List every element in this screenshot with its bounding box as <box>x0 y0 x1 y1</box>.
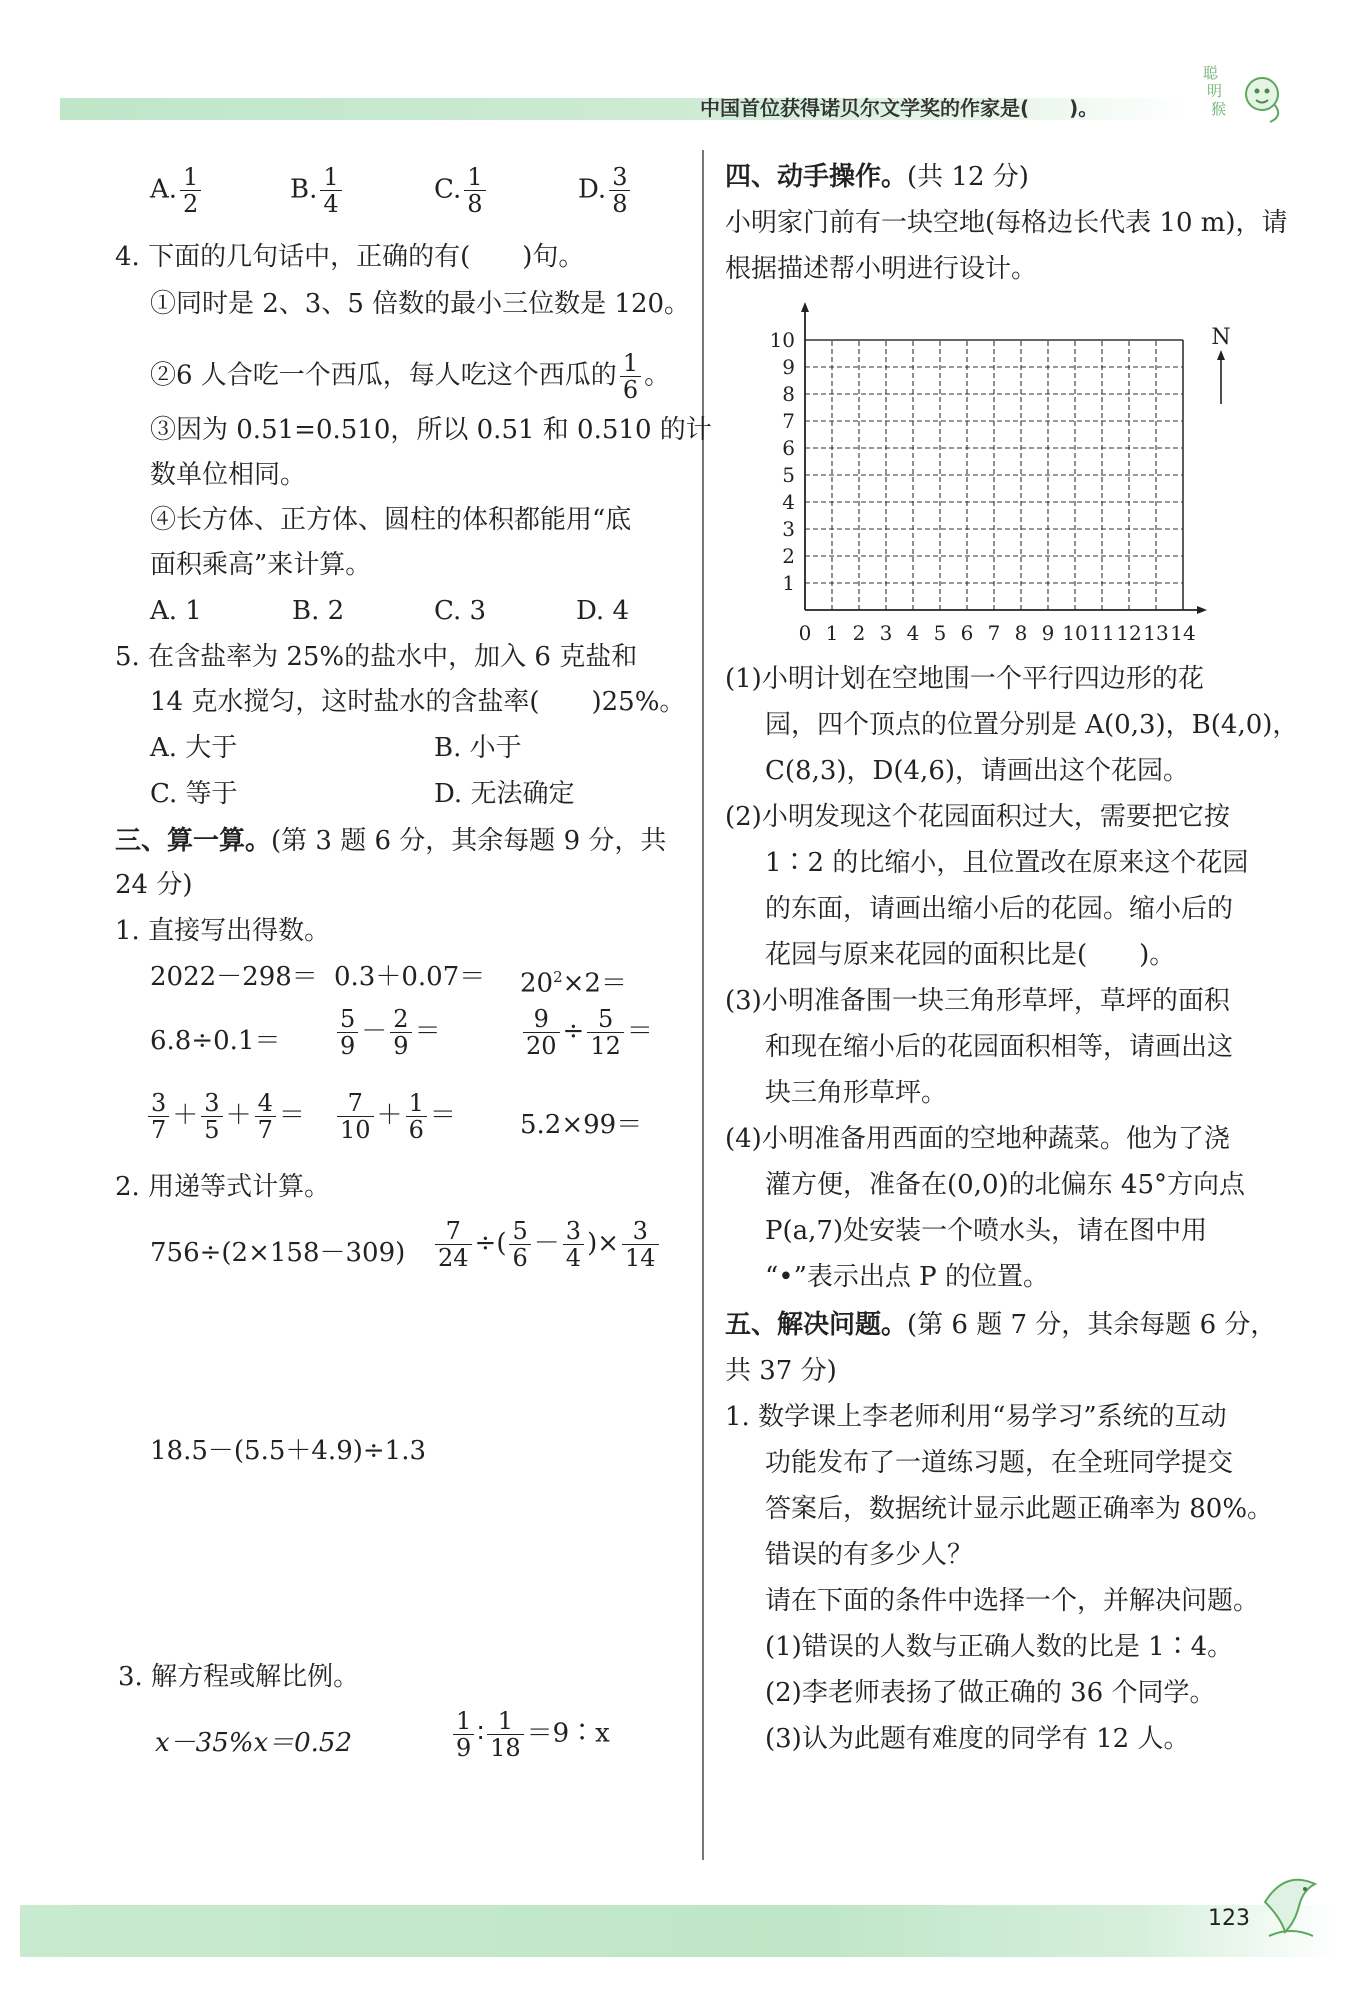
p3-line-2: 和现在缩小后的花园面积相等，请画出这 <box>765 1032 1234 1062</box>
north-arrow-head <box>1217 350 1225 360</box>
s5-q1-line-6: (1)错误的人数与正确人数的比是 1∶4。 <box>765 1632 1234 1662</box>
x-tick-label: 2 <box>852 621 866 645</box>
calc-r2c1: 6.8÷0.1＝ <box>150 1026 281 1056</box>
s3-q3: 3. 解方程或解比例。 <box>118 1662 360 1692</box>
s5-q1-line-3: 答案后，数据统计显示此题正确率为 80%。 <box>765 1494 1274 1524</box>
footer-band <box>20 1905 1340 1957</box>
p4-line-1: (4)小明准备用西面的空地种蔬菜。他为了浇 <box>725 1124 1230 1154</box>
q5-option-a: A. 大于 <box>150 733 238 763</box>
x-tick-label: 3 <box>879 621 893 645</box>
y-tick-label: 2 <box>782 544 795 568</box>
calc-r3c3: 5.2×99＝ <box>520 1110 643 1140</box>
y-tick-label: 5 <box>782 463 795 487</box>
calc-r1c3: $20^2\times 2=$ <box>520 968 627 999</box>
s3-q2: 2. 用递等式计算。 <box>115 1172 331 1202</box>
expr-2: $\frac{7}{24}$ ÷( $\frac{5}{6}$ － $\frac{3}{4}$ )× $\frac{3}{14}$ <box>432 1218 662 1271</box>
x-tick-label: 5 <box>933 621 947 645</box>
equation-2: $\frac{1}{9}$ ∶ $\frac{1}{18}$ ＝9∶x <box>450 1708 610 1761</box>
s3-q1: 1. 直接写出得数。 <box>115 916 331 946</box>
s5-q1-line-1: 1. 数学课上李老师利用“易学习”系统的互动 <box>725 1402 1227 1432</box>
section-4-title: 四、动手操作。(共 12 分) <box>725 162 1029 192</box>
p1-line-2: 园，四个顶点的位置分别是 A(0,3)，B(4,0)， <box>765 710 1299 740</box>
s5-q1-line-7: (2)李老师表扬了做正确的 36 个同学。 <box>765 1678 1216 1708</box>
calc-r3c1: $\frac{3}{7}$ ＋ $\frac{3}{5}$ ＋ $\frac{4}{7}$ ＝ <box>145 1090 305 1143</box>
p4-line-4: “•”表示出点 P 的位置。 <box>765 1262 1049 1292</box>
x-tick-label: 9 <box>1041 621 1055 645</box>
option-d: D. $\frac{3}{8}$ <box>578 164 633 217</box>
expr-3: 18.5－(5.5＋4.9)÷1.3 <box>150 1436 427 1466</box>
q4-option-c: C. 3 <box>434 596 487 626</box>
q4-option-b: B. 2 <box>292 596 345 626</box>
x-tick-label: 4 <box>906 621 920 645</box>
p4-line-3: P(a,7)处安装一个喷水头，请在图中用 <box>765 1216 1208 1246</box>
p1-line-3: C(8,3)，D(4,6)，请画出这个花园。 <box>765 756 1190 786</box>
dolphin-icon <box>1255 1862 1330 1946</box>
mascot-label-1: 聪 <box>1203 64 1219 82</box>
q4-statement-1: ①同时是 2、3、5 倍数的最小三位数是 120。 <box>150 289 691 319</box>
y-tick-label: 8 <box>782 382 795 406</box>
y-tick-label: 3 <box>782 517 795 541</box>
header-question: 中国首位获得诺贝尔文学奖的作家是( )。 <box>700 96 1099 120</box>
x-tick-label: 13 <box>1143 621 1169 645</box>
q5-option-b: B. 小于 <box>434 733 522 763</box>
section-3-title: 三、算一算。(第 3 题 6 分，其余每题 9 分，共 <box>115 826 667 856</box>
p3-line-1: (3)小明准备围一块三角形草坪，草坪的面积 <box>725 986 1230 1016</box>
north-label: N <box>1211 325 1230 350</box>
calc-r2c3: $\frac{9}{20}$ ÷ $\frac{5}{12}$ ＝ <box>520 1006 653 1059</box>
q4-statement-4a: ④长方体、正方体、圆柱的体积都能用“底 <box>150 505 632 535</box>
y-tick-label: 10 <box>769 328 795 352</box>
option-a: A. $\frac{1}{2}$ <box>150 164 204 217</box>
s5-q1-line-8: (3)认为此题有难度的同学有 12 人。 <box>765 1724 1190 1754</box>
section-4-intro-1: 小明家门前有一块空地(每格边长代表 10 m)，请 <box>725 208 1288 238</box>
p4-line-2: 灌方便，准备在(0,0)的北偏东 45°方向点 <box>765 1170 1245 1200</box>
column-divider <box>702 150 704 1860</box>
option-b: B. $\frac{1}{4}$ <box>290 164 345 217</box>
q4-statement-2: ②6 人合吃一个西瓜，每人吃这个西瓜的 $\frac{1}{6}$ 。 <box>150 349 671 404</box>
y-tick-label: 1 <box>782 571 795 595</box>
y-tick-label: 7 <box>782 409 795 433</box>
s5-q1-line-4: 错误的有多少人？ <box>765 1540 974 1570</box>
calc-r3c2: $\frac{7}{10}$ ＋ $\frac{1}{6}$ ＝ <box>334 1090 456 1143</box>
x-tick-label: 8 <box>1014 621 1028 645</box>
s5-q1-line-2: 功能发布了一道练习题，在全班同学提交 <box>765 1448 1234 1478</box>
section-5-title-line2: 共 37 分) <box>725 1356 837 1386</box>
y-tick-label: 9 <box>782 355 795 379</box>
calc-r2c2: $\frac{5}{9}$ － $\frac{2}{9}$ ＝ <box>334 1006 441 1059</box>
q4-stem: 4. 下面的几句话中，正确的有( )句。 <box>115 242 585 272</box>
q5-line-1: 5. 在含盐率为 25%的盐水中，加入 6 克盐和 <box>115 642 638 672</box>
calc-r1c2: 0.3＋0.07＝ <box>334 962 486 992</box>
q4-statement-3a: ③因为 0.51=0.510，所以 0.51 和 0.510 的计 <box>150 415 712 445</box>
option-c: C. $\frac{1}{8}$ <box>434 164 489 217</box>
expr-1: 756÷(2×158－309) <box>150 1238 406 1268</box>
equation-1: x－35%x＝0.52 <box>155 1728 353 1758</box>
x-tick-label: 1 <box>825 621 839 645</box>
p2-line-4: 花园与原来花园的面积比是( )。 <box>765 940 1176 970</box>
y-tick-label: 4 <box>782 490 795 514</box>
page-number: 123 <box>1208 1906 1250 1931</box>
mascot-label-3: 猴 <box>1211 100 1227 118</box>
x-tick-label: 10 <box>1062 621 1088 645</box>
q4-statement-3b: 数单位相同。 <box>150 460 307 490</box>
s5-q1-line-5: 请在下面的条件中选择一个，并解决问题。 <box>765 1586 1260 1616</box>
coordinate-grid <box>760 300 1230 654</box>
q5-option-c: C. 等于 <box>150 779 238 809</box>
y-tick-label: 6 <box>782 436 795 460</box>
q4-statement-4b: 面积乘高”来计算。 <box>150 550 372 580</box>
x-tick-label: 0 <box>798 621 812 645</box>
x-tick-label: 11 <box>1089 621 1115 645</box>
p2-line-1: (2)小明发现这个花园面积过大，需要把它按 <box>725 802 1230 832</box>
q5-option-d: D. 无法确定 <box>434 779 575 809</box>
x-tick-label: 12 <box>1116 621 1142 645</box>
p1-line-1: (1)小明计划在空地围一个平行四边形的花 <box>725 664 1204 694</box>
section-4-intro-2: 根据描述帮小明进行设计。 <box>725 254 1038 284</box>
p2-line-2: 1∶2 的比缩小，且位置改在原来这个花园 <box>765 848 1249 878</box>
mascot-label-2: 明 <box>1207 82 1223 100</box>
section-5-title: 五、解决问题。(第 6 题 7 分，其余每题 6 分， <box>725 1310 1277 1340</box>
q4-option-d: D. 4 <box>576 596 629 626</box>
x-axis-arrow <box>1197 606 1207 614</box>
section-3-title-line2: 24 分) <box>115 870 193 900</box>
x-tick-label: 14 <box>1170 621 1196 645</box>
p3-line-3: 块三角形草坪。 <box>765 1078 948 1108</box>
q5-line-2: 14 克水搅匀，这时盐水的含盐率( )25%。 <box>150 687 686 717</box>
q4-option-a: A. 1 <box>150 596 202 626</box>
x-tick-label: 7 <box>987 621 1001 645</box>
x-tick-label: 6 <box>960 621 974 645</box>
y-axis-arrow <box>801 302 809 312</box>
calc-r1c1: 2022－298＝ <box>150 962 318 992</box>
p2-line-3: 的东面，请画出缩小后的花园。缩小后的 <box>765 894 1234 924</box>
